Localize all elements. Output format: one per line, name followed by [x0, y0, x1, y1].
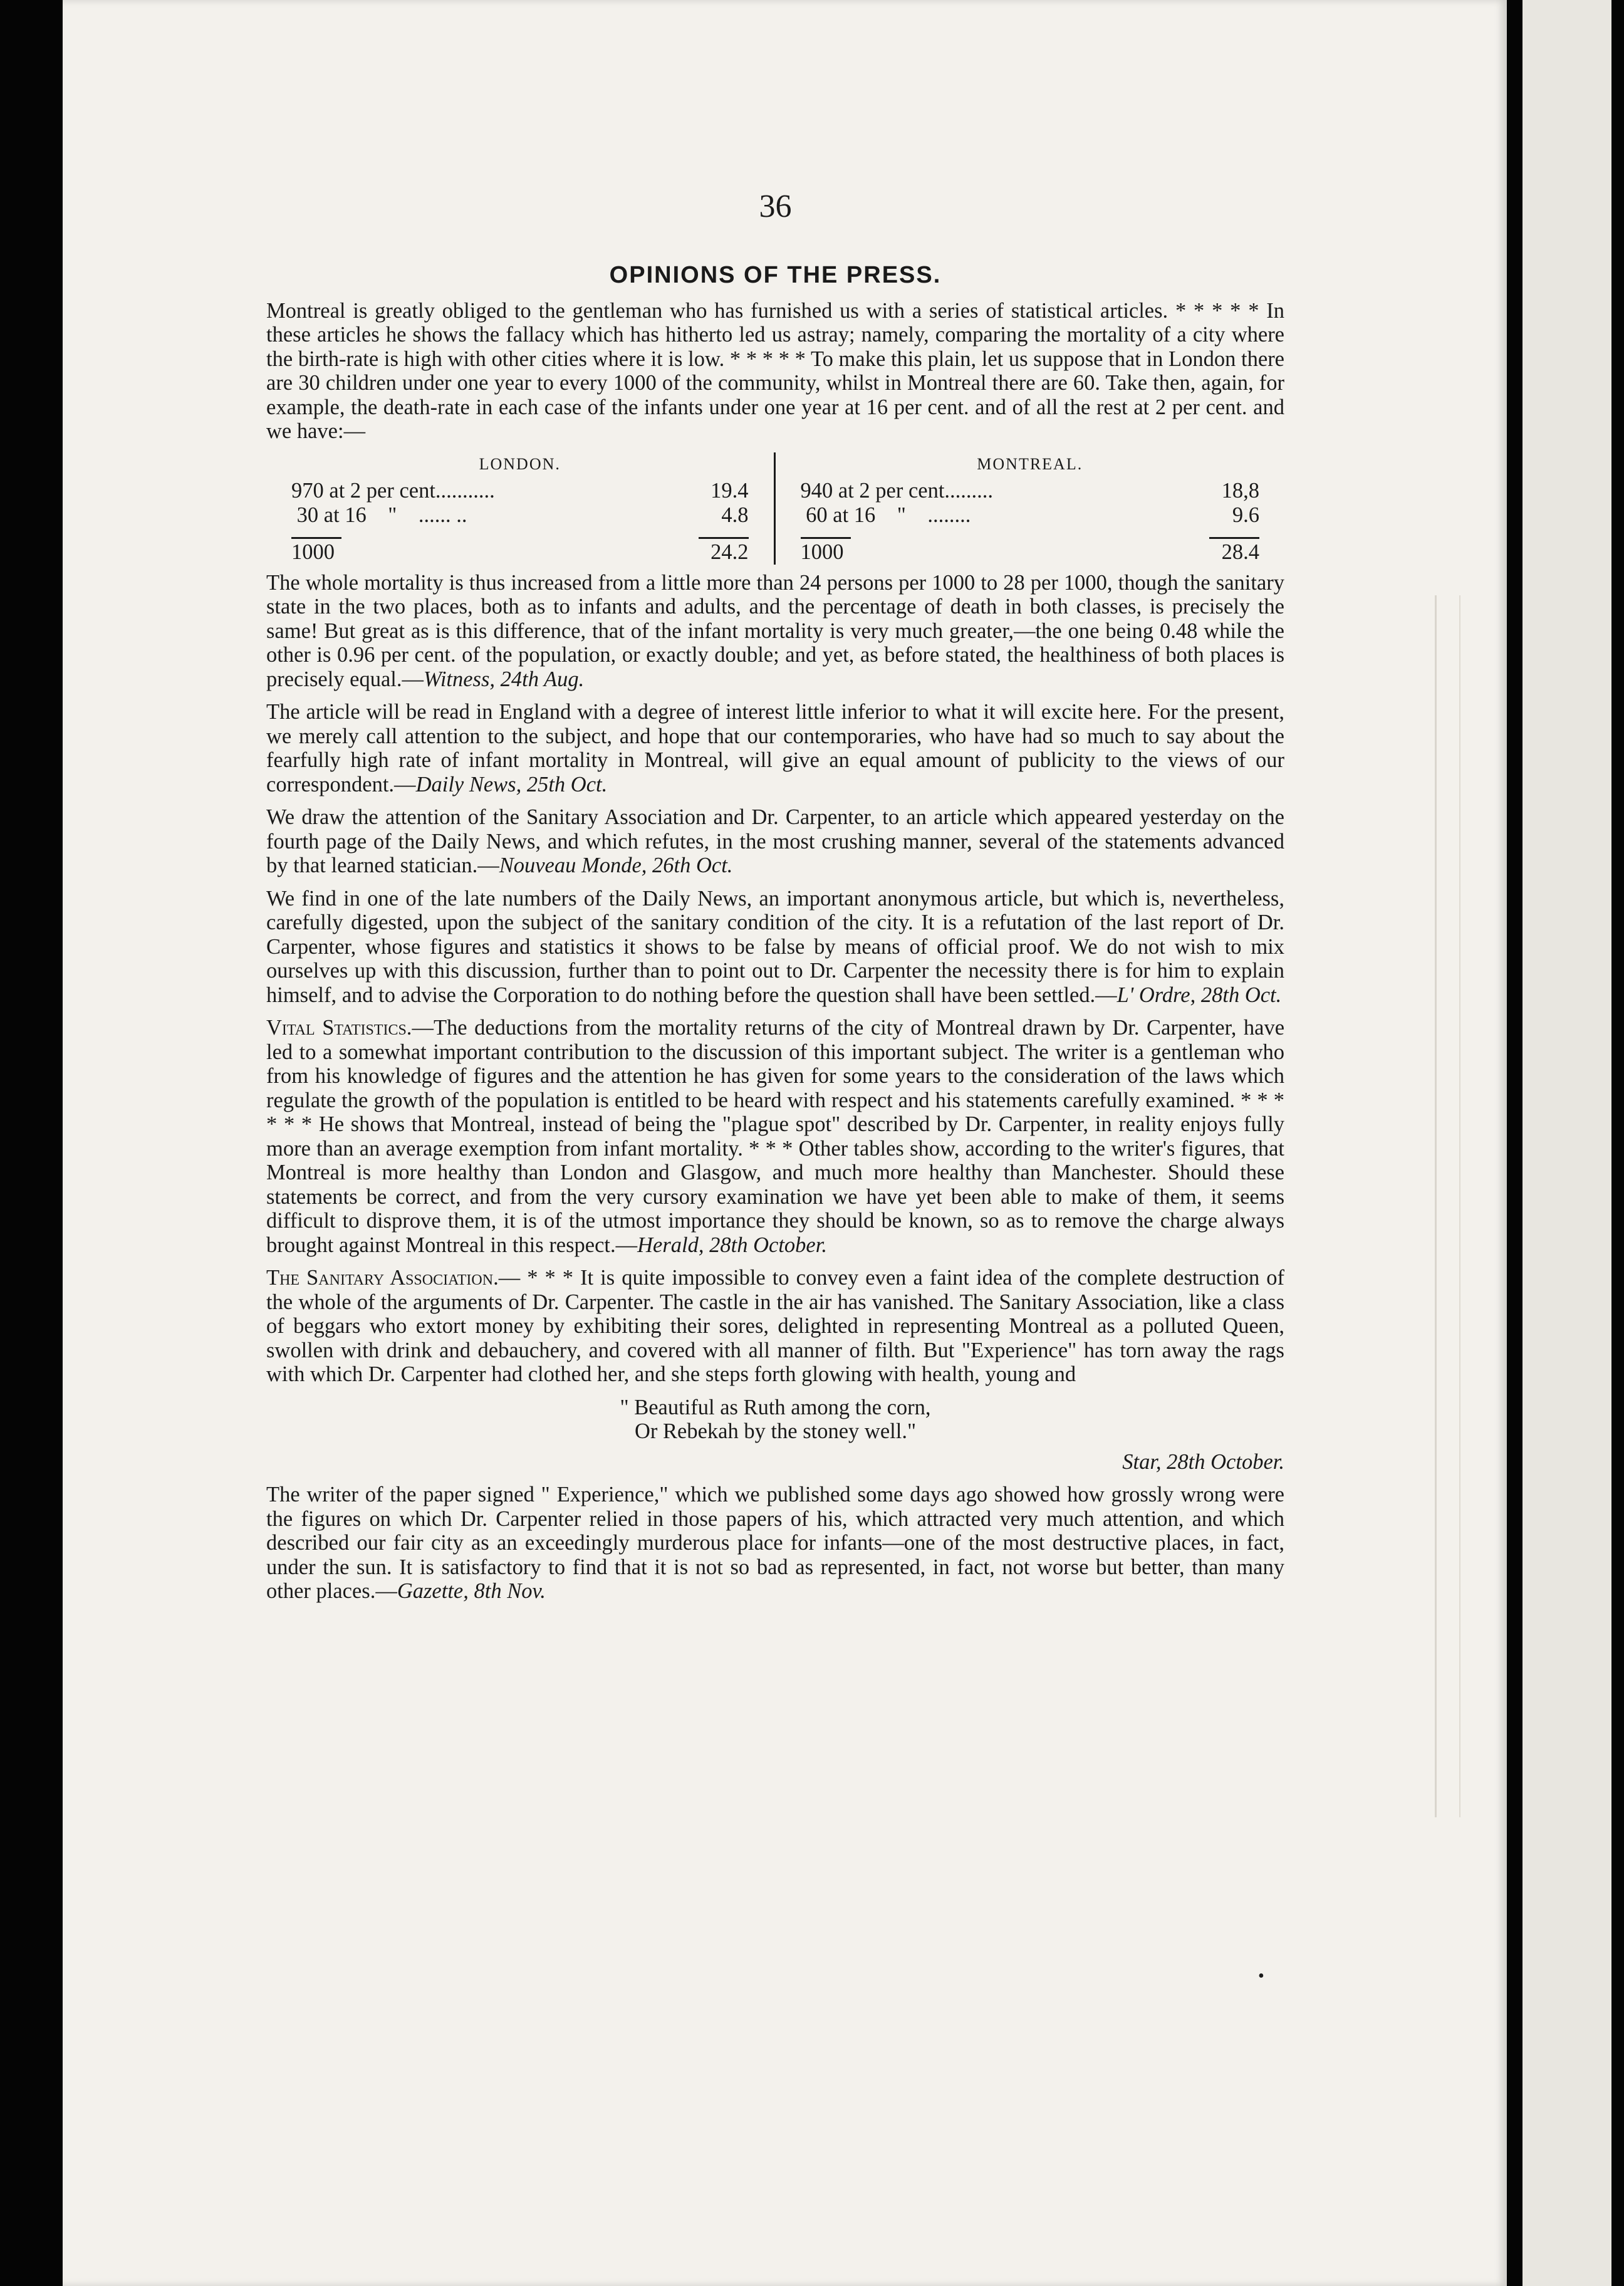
source-citation: Daily News, 25th Oct. — [415, 772, 608, 796]
page-number: 36 — [759, 189, 792, 224]
quote-line: Or Rebekah by the stoney well." — [634, 1419, 917, 1443]
montreal-title: MONTREAL. — [977, 454, 1083, 473]
table-total-row — [291, 540, 749, 565]
paragraph-daily-news — [266, 700, 1284, 796]
page-content — [266, 188, 1284, 1612]
source-citation: Star, 28th October. — [1122, 1449, 1284, 1474]
total-label: 1000 — [800, 540, 844, 564]
row-label: 60 at 16 " ........ — [800, 503, 971, 527]
total-rules — [801, 528, 1260, 539]
london-title: LONDON. — [479, 454, 561, 473]
total-label: 1000 — [291, 540, 335, 564]
source-citation: Herald, 28th October. — [637, 1233, 827, 1257]
printer-mark: • — [1258, 1966, 1264, 1986]
paragraph-nouveau-monde — [266, 805, 1284, 878]
row-value: 18,8 — [1221, 479, 1259, 503]
page-heading: OPINIONS OF THE PRESS. — [609, 262, 942, 288]
paragraph-text: The writer of the paper signed " Experience," which we published some days ago showed how grossly wrong were the figures on which Dr. Carpenter relied in those papers of his, which attracted very much attention, and which described our fair city as an exceedingly murderous place for infants—one of the most destructive places, in fact, under the sun. It is satisfactory to find that it is not so bad as represented, in fact, not worse but better, than many other places.— — [266, 1483, 1284, 1603]
table-row — [291, 479, 749, 503]
paragraph-text: The whole mortality is thus increased from a little more than 24 persons per 1000 to 28 per 1000, though the sanitary state in the two places, both as to infants and adults, and the percentage of death in both classes, is precisely the same! But great as is this difference, that of the infant mortality is very much greater,—the one being 0.48 while the other is 0.96 per cent. of the population, or exactly double; and yet, as before stated, the healthiness of both places is precisely equal.— — [266, 570, 1284, 691]
paragraph-text: We find in one of the late numbers of the Daily News, an important anonymous article, but which is, nevertheless, carefully digested, upon the subject of the sanitary condition of the city. It is a refutation of the last report of Dr. Carpenter, whose figures and statistics it shows to be false by means of official proof. We do not wish to mix ourselves up with this discussion, further than to point out to Dr. Carpenter the necessity there is for him to explain himself, and to advise the Corporation to do nothing before the question shall have been settled.— — [266, 886, 1284, 1007]
source-citation: L' Ordre, 28th Oct. — [1116, 983, 1282, 1007]
source-citation: Witness, 24th Aug. — [423, 667, 585, 691]
table-row — [801, 503, 1260, 528]
paragraph-witness — [266, 571, 1284, 692]
paragraph-gazette — [266, 1483, 1284, 1604]
table-row — [801, 479, 1260, 503]
total-rules — [291, 528, 749, 539]
binding-string — [1435, 595, 1460, 1817]
paragraph-herald — [266, 1016, 1284, 1257]
adjacent-page-strip — [1522, 0, 1611, 2286]
table-row — [291, 503, 749, 528]
verse-quote — [266, 1396, 1284, 1444]
paragraph-l-ordre — [266, 887, 1284, 1008]
paragraph-star — [266, 1266, 1284, 1387]
paragraph-text: We draw the attention of the Sanitary Association and Dr. Carpenter, to an article which appeared yesterday on the fourth page of the Daily News, and which refutes, in the most crushing manner, several of the statements advanced by that learned statician.— — [266, 805, 1284, 877]
mortality-table — [266, 452, 1284, 565]
row-label: 30 at 16 " ...... .. — [291, 503, 467, 527]
montreal-column — [776, 452, 1285, 565]
intro-paragraph: Montreal is greatly obliged to the gentleman who has furnished us with a series of statistical articles. * * * * * In these articles he shows the fallacy which has hitherto led us astray; namely, comparing the mortality of a city where the birth-rate is high with other cities where it is low. * * * * * To make this plain, let us suppose that in London there are 30 children under one year to every 1000 of the community, whilst in Montreal there are 60. Take then, again, for example, the death-rate in each case of the infants under one year at 16 per cent. and of all the rest at 2 per cent. and we have:— — [266, 298, 1284, 443]
rule-divider — [801, 537, 851, 539]
rule-divider — [291, 537, 341, 539]
rule-divider — [699, 537, 749, 539]
row-value: 19.4 — [710, 479, 749, 503]
row-value: 9.6 — [1232, 503, 1259, 527]
row-value: 4.8 — [721, 503, 749, 527]
source-citation: Gazette, 8th Nov. — [397, 1579, 546, 1603]
source-citation: Nouveau Monde, 26th Oct. — [499, 853, 733, 877]
row-label: 970 at 2 per cent........... — [291, 479, 495, 503]
row-label: 940 at 2 per cent......... — [800, 479, 994, 503]
paragraph-text: The article will be read in England with a degree of interest little inferior to what it will excite here. For the present, we merely call attention to the subject, and hope that our contemporaries, who have had so much to say about the fearfully high rate of infant mortality in Montreal, will give an equal amount of publicity to the views of our correspondent.— — [266, 700, 1284, 796]
london-column — [266, 452, 776, 565]
quote-line: " Beautiful as Ruth among the corn, — [620, 1395, 931, 1419]
paragraph-text: —The deductions from the mortality returns of the city of Montreal drawn by Dr. Carpenter, have led to a somewhat important contribution to the discussion of this important subject. The writer is a gentleman who from his knowledge of figures and the attention he has given for some years to the consideration of the laws which regulate the growth of the population is entitled to be heard with respect and his statements carefully examined. * * * * * * He shows that Montreal, instead of being the "plague spot" described by Dr. Carpenter, in reality enjoys fully more than an average exemption from infant mortality. * * * Other tables show, according to the writer's figures, that Montreal is more healthy than London and Glasgow, and much more healthy than Manchester. Should these statements be correct, and from the very cursory examination we have yet been able to make of them, it seems difficult to disprove them, it is of the utmost importance they should be known, so as to remove the charge always brought against Montreal in this respect.— — [266, 1016, 1285, 1257]
total-value: 24.2 — [710, 540, 749, 564]
paragraph-text: — * * * It is quite impossible to convey even a faint idea of the complete destruction of the whole of the arguments of Dr. Carpenter. The castle in the air has vanished. The Sanitary Association, like a class of beggars who extort money by exhibiting their sores, delighted in representing Montreal as a polluted Queen, swollen with drink and debauchery, and covered with all manner of filth. But "Experience" has torn away the rags with which Dr. Carpenter had clothed her, and she steps forth glowing with health, young and — [266, 1266, 1284, 1386]
table-total-row — [801, 540, 1260, 565]
section-lead: The Sanitary Association. — [266, 1266, 499, 1290]
rule-divider — [1209, 537, 1259, 539]
total-value: 28.4 — [1221, 540, 1259, 564]
section-lead: Vital Statistics. — [266, 1016, 412, 1040]
